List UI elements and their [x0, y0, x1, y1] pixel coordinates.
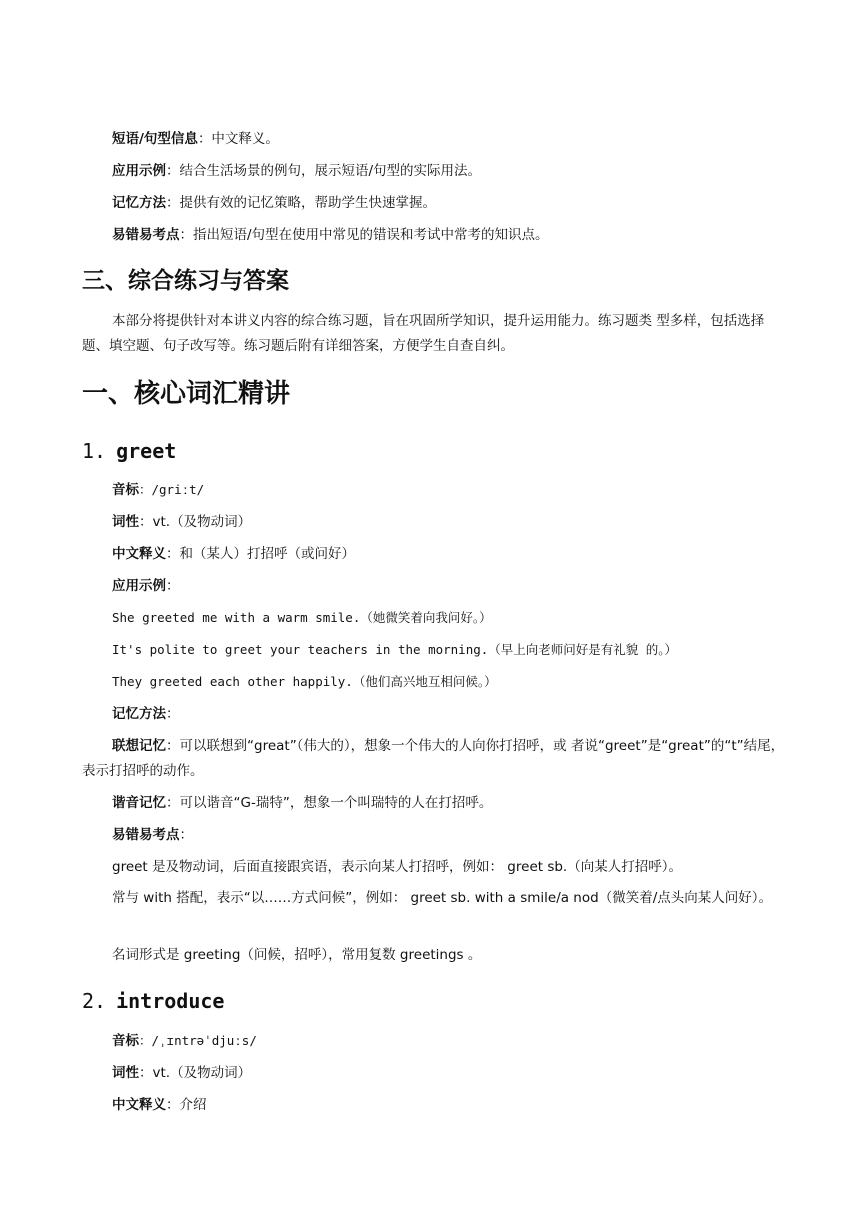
examples-label: 应用示例 [112, 578, 166, 594]
meaning-value: ：和（某人）打招呼（或问好） [166, 546, 355, 562]
assoc-label: 联想记忆 [112, 738, 166, 754]
pitfall-item: greet 是及物动词，后面直接跟宾语，表示向某人打招呼，例如： greet sb.（向某人打招呼）。 [112, 859, 682, 875]
pos-value: ：vt.（及物动词） [139, 1065, 252, 1081]
meaning-label: 中文释义 [112, 546, 166, 562]
phonetic-label: 音标 [112, 482, 139, 498]
word1-heading [82, 438, 176, 464]
pitfalls-label: 易错易考点 [112, 827, 180, 843]
pos-value: ：vt.（及物动词） [139, 514, 252, 530]
pitfall-item: 名词形式是 greeting（问候，招呼），常用复数 greetings 。 [112, 947, 482, 963]
intro-label: 易错易考点 [112, 227, 180, 243]
phonetic-value: ：/ˌɪntrəˈdjuːs/ [139, 1033, 257, 1048]
word1-examples-label [112, 577, 180, 595]
intro-item-pitfalls [112, 226, 549, 244]
word2-number: 2. [82, 989, 107, 1013]
intro-label: 应用示例 [112, 163, 166, 179]
word1-meaning [112, 545, 355, 563]
word1-memory-label [112, 705, 180, 723]
meaning-label: 中文释义 [112, 1097, 166, 1113]
word2-pos [112, 1064, 251, 1082]
intro-item-example [112, 162, 481, 180]
intro-item-phrase [112, 130, 279, 148]
example-sentence: They greeted each other happily.（他们高兴地互相问候。） [112, 674, 497, 689]
intro-text: ：结合生活场景的例句，展示短语/句型的实际用法。 [166, 163, 482, 179]
sound-label: 谐音记忆 [112, 795, 166, 811]
examples-colon: ： [166, 578, 180, 594]
section1-heading: 一、核心词汇精讲 [82, 379, 291, 409]
word1-number: 1. [82, 439, 107, 463]
word2-meaning [112, 1096, 207, 1114]
word1-sound-memory [112, 794, 492, 812]
intro-item-memory [112, 194, 436, 212]
word1-pitfalls-label [112, 826, 193, 844]
intro-label: 记忆方法 [112, 195, 166, 211]
word1-phonetic [112, 481, 204, 499]
pitfalls-colon: ： [179, 827, 193, 843]
memory-colon: ： [166, 706, 180, 722]
pos-label: 词性 [112, 1065, 139, 1081]
phonetic-label: 音标 [112, 1033, 139, 1049]
memory-label: 记忆方法 [112, 706, 166, 722]
example-sentence: It's polite to greet your teachers in the morning.（早上向老师问好是有礼貌 的。） [112, 642, 678, 657]
intro-text: ：中文释义。 [197, 131, 279, 147]
phonetic-value: ：/griːt/ [139, 482, 205, 497]
word2-term: introduce [116, 989, 225, 1013]
word1-term: greet [116, 439, 177, 463]
meaning-value: ：介绍 [166, 1097, 207, 1113]
intro-label: 短语/句型信息 [112, 131, 198, 147]
section3-body: 本部分将提供针对本讲义内容的综合练习题，旨在巩固所学知识，提升运用能力。练习题类 型多样，包括选择题、填空题、句子改写等。练习题后附有详细答案，方便学生自查自纠。 [82, 313, 765, 354]
word1-pos [112, 513, 251, 531]
assoc-text: ：可以联想到“great”（伟大的），想象一个伟大的人向你打招呼，或 者说“greet”是“great”的“t”结尾，表示打招呼的动作。 [82, 738, 785, 779]
sound-text: ：可以谐音“G-瑞特”，想象一个叫瑞特的人在打招呼。 [166, 795, 493, 811]
word1-assoc-memory [82, 734, 788, 784]
word2-heading [82, 988, 224, 1014]
pos-label: 词性 [112, 514, 139, 530]
example-sentence: She greeted me with a warm smile.（她微笑着向我问好。） [112, 610, 492, 625]
intro-text: ：指出短语/句型在使用中常见的错误和考试中常考的知识点。 [179, 227, 549, 243]
intro-text: ：提供有效的记忆策略，帮助学生快速掌握。 [166, 195, 436, 211]
section3-heading: 三、综合练习与答案 [82, 268, 289, 294]
word2-phonetic [112, 1032, 257, 1050]
pitfall-item: 常与 with 搭配，表示“以……方式问候”，例如： greet sb. with a smile/a nod（微笑着/点头向某人问好）。 [112, 890, 772, 906]
